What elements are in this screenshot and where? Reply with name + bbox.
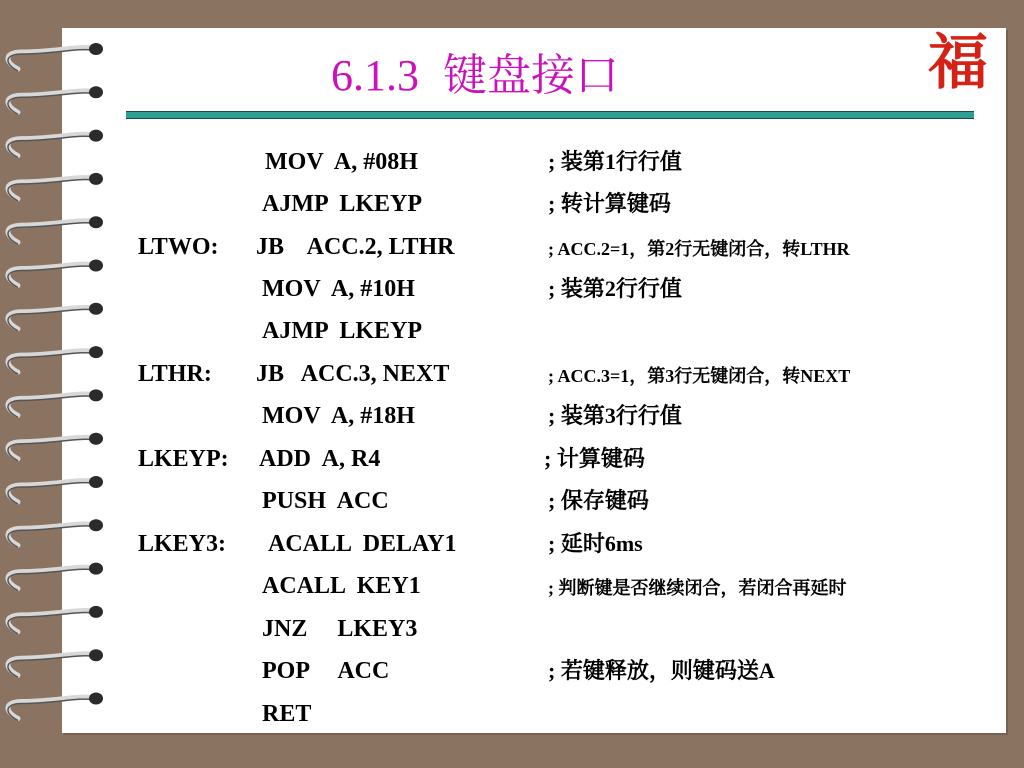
code-comment: ; 保存键码 [548,488,649,513]
code-row [0,656,1024,686]
code-label: LKEYP: [138,446,229,472]
code-comment: ; 装第2行行值 [548,276,682,301]
code-row [0,486,1024,516]
code-label: LTWO: [138,234,219,260]
code-label: LKEY3: [138,531,227,557]
code-row [0,614,1024,644]
code-comment: ; 若键释放，则键码送A [548,658,775,683]
code-instruction: ACALL KEY1 [262,573,421,599]
code-instruction: MOV A, #10H [262,276,415,302]
code-instruction: POP ACC [262,658,390,684]
code-row [0,232,1024,262]
code-instruction: JNZ LKEY3 [262,616,418,642]
code-label: LTHR: [138,361,212,387]
code-instruction: MOV A, #18H [262,403,415,429]
code-comment: ; 装第1行行值 [548,149,682,174]
title-number: 6.1.3 [331,51,419,100]
code-instruction: JB ACC.3, NEXT [256,361,450,387]
code-row [0,699,1024,729]
code-comment: ; 延时6ms [548,531,643,556]
code-row [0,444,1024,474]
code-row [0,316,1024,346]
code-instruction: PUSH ACC [262,488,389,514]
code-instruction: JB ACC.2, LTHR [256,234,455,260]
code-row [0,147,1024,177]
code-row [0,571,1024,601]
code-instruction: MOV A, #08H [265,149,418,175]
code-comment: ; ACC.2=1，第2行无键闭合，转LTHR [548,239,850,259]
code-comment: ; 计算键码 [544,446,645,471]
code-instruction: AJMP LKEYP [262,318,422,344]
code-comment: ; 判断键是否继续闭合，若闭合再延时 [548,578,847,598]
code-row [0,274,1024,304]
code-comment: ; 转计算键码 [548,191,671,216]
code-comment: ; 装第3行行值 [548,403,682,428]
code-row [0,401,1024,431]
code-row [0,189,1024,219]
code-instruction: ADD A, R4 [259,446,381,472]
code-instruction: ACALL DELAY1 [268,531,457,557]
code-instruction: AJMP LKEYP [262,191,422,217]
fu-logo: 福 [928,30,988,96]
code-row [0,359,1024,389]
title-text: 键盘接口 [443,51,619,100]
code-instruction: RET [262,701,312,727]
code-comment: ; ACC.3=1，第3行无键闭合，转NEXT [548,366,851,386]
code-row [0,529,1024,559]
